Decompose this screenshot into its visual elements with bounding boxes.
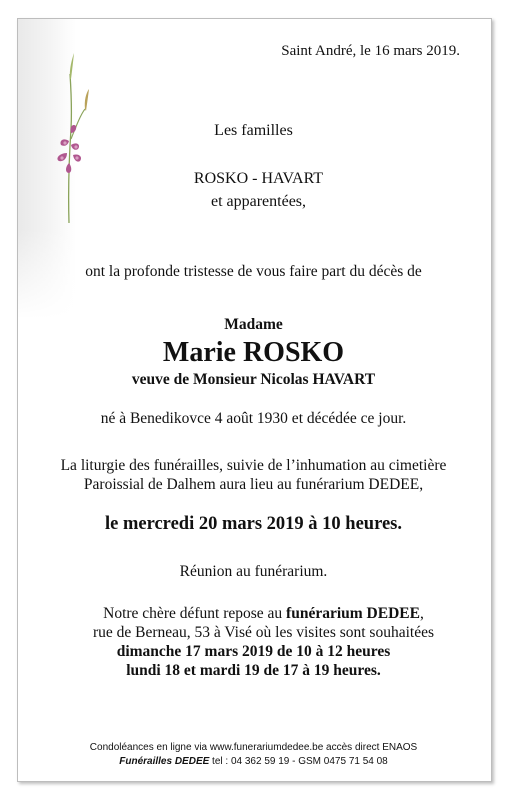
deceased-title: Madame [224,316,283,333]
meeting-note: Réunion au funérarium. [179,563,328,580]
funerarium-name: funérarium DEDEE [286,605,420,622]
announcement-text: ont la profonde tristesse de vous faire part du décès de [85,263,422,280]
visits-line-4: lundi 18 et mardi 19 de 17 à 19 heures. [126,662,381,679]
visits-line-1: Notre chère défunt repose au funérarium DEDEE, [103,605,424,622]
ceremony-line-2: Paroissial de Dalhem aura lieu au funérarium DEDEE, [83,476,424,493]
ceremony-line-1: La liturgie des funérailles, suivie de l’inhumation au cimetière [60,457,447,474]
widow-of: veuve de Monsieur Nicolas HAVART [131,371,376,388]
condolences-line: Condoléances en ligne via www.funerariumdedee.be accès direct ENAOS [89,742,418,753]
family-names: ROSKO - HAVART [193,170,324,187]
birth-death-line: né à Benedikovce 4 août 1930 et décédée ce jour. [100,410,407,427]
date-line: Saint André, le 16 mars 2019. [281,43,460,59]
deceased-name: Marie ROSKO [162,337,345,368]
visits-line-3: dimanche 17 mars 2019 de 10 à 12 heures [116,643,391,660]
families-intro: Les familles [214,122,293,139]
visits-line-2: rue de Berneau, 53 à Visé où les visites sont souhaitées [93,624,434,641]
families-related: et apparentées, [210,193,307,210]
contact-line: Funérailles DEDEE tel : 04 362 59 19 - GSM 0475 71 54 08 [119,756,388,767]
company-name: Funérailles DEDEE [119,756,210,767]
ceremony-datetime: le mercredi 20 mars 2019 à 10 heures. [105,514,402,534]
